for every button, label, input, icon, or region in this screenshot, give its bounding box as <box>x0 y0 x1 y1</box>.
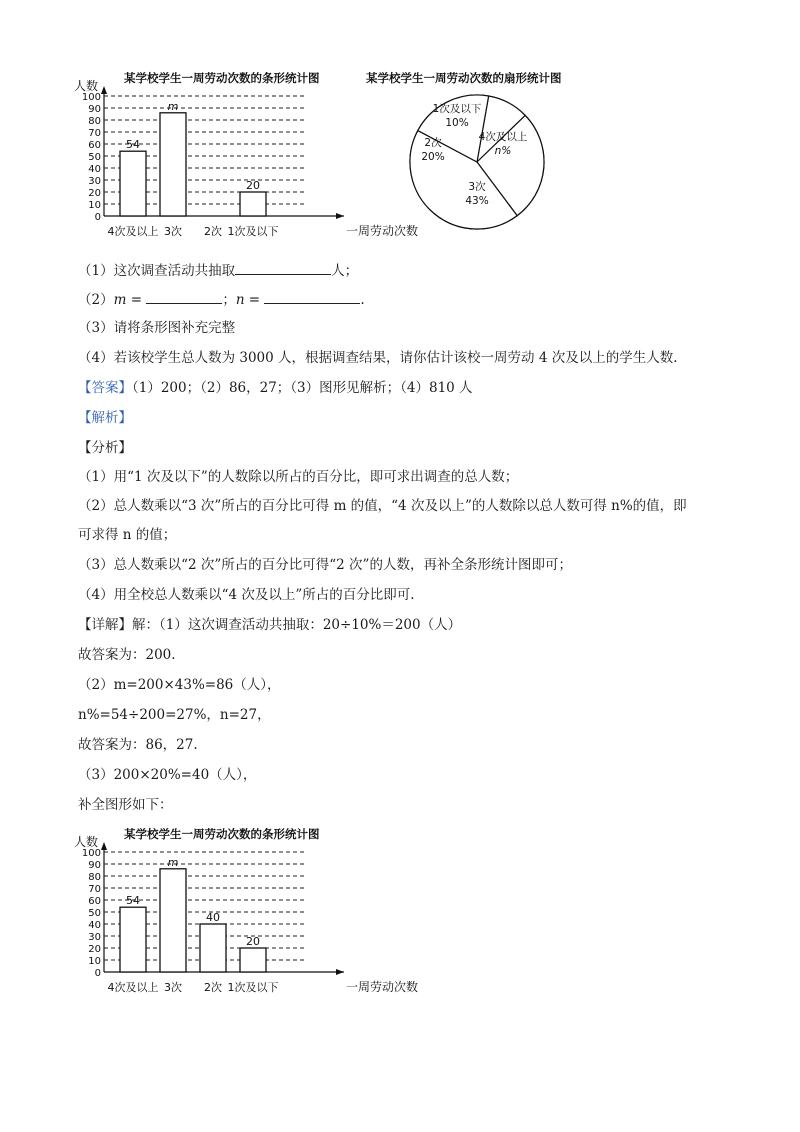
y-tick-label: 30 <box>88 932 101 943</box>
bar-chart-completed <box>72 826 419 1002</box>
slice-percent-label: 10% <box>445 117 469 129</box>
analysis-3: （3）总人数乘以“2 次”所占的百分比可得“2 次”的人数，再补全条形统计图即可； <box>78 557 572 573</box>
slice-name-label: 4次及以上 <box>478 131 528 143</box>
y-tick-label: 20 <box>88 944 101 955</box>
y-tick-label: 70 <box>88 884 101 895</box>
detail-4: n%=54÷200=27%，n=27， <box>78 707 271 723</box>
bar <box>120 907 146 972</box>
slice-name-label: 1次及以下 <box>432 103 482 115</box>
detail-6: （3）200×20%=40（人）， <box>78 767 257 783</box>
bar <box>200 924 226 972</box>
q1-text: （1）这次调查活动共抽取 <box>78 263 236 279</box>
q2-sep: ； <box>222 292 236 308</box>
y-tick-label: 30 <box>88 176 101 187</box>
q2-blank-n <box>264 289 360 304</box>
x-tick-label: 4次及以上 <box>107 225 159 238</box>
bar <box>120 151 146 216</box>
y-tick-label: 100 <box>81 92 101 103</box>
q2-n: n <box>235 292 245 308</box>
question-2 <box>78 289 365 310</box>
x-tick-label: 3次 <box>164 225 182 238</box>
q2-label: （2） <box>78 292 114 308</box>
y-axis-label: 人数 <box>74 79 99 93</box>
x-axis-label: 一周劳动次数 <box>346 224 419 238</box>
answer-tag: 【答案】 <box>78 380 132 396</box>
answer-line <box>78 378 473 398</box>
y-tick-label: 70 <box>88 128 101 139</box>
data-label: 20 <box>246 179 260 192</box>
y-tick-label: 40 <box>88 164 101 175</box>
chart-title: 某学校学生一周劳动次数的条形统计图 <box>124 827 320 841</box>
x-tick-label: 3次 <box>164 981 182 994</box>
y-tick-label: 10 <box>88 956 101 967</box>
question-3: （3）请将条形图补充完整 <box>78 320 236 336</box>
y-tick-label: 20 <box>88 188 101 199</box>
detail-5: 故答案为：86，27. <box>78 737 198 753</box>
x-tick-label: 1次及以下 <box>227 981 279 994</box>
x-tick-label: 4次及以上 <box>107 981 159 994</box>
answer-body: （1）200；（2）86，27；（3）图形见解析；（4）810 人 <box>132 380 473 396</box>
y-axis-arrow <box>101 842 107 850</box>
x-tick-label: 2次 <box>204 981 222 994</box>
q1-unit: 人； <box>331 263 359 279</box>
y-tick-label: 100 <box>81 848 101 859</box>
data-label: m <box>167 855 179 869</box>
analysis-1: （1）用“1 次及以下”的人数除以所占的百分比，即可求出调查的总人数； <box>78 469 519 485</box>
question-1 <box>78 260 358 281</box>
question-4: （4）若该校学生总人数为 3000 人，根据调查结果，请你估计该校一周劳动 4 次及以上的学生人数. <box>78 350 678 366</box>
bar <box>240 948 266 972</box>
q2-m: m <box>113 292 127 308</box>
y-axis-label: 人数 <box>74 835 99 849</box>
q2-end: . <box>360 292 365 308</box>
x-axis-arrow <box>336 969 344 975</box>
q1-blank <box>235 260 331 275</box>
y-tick-label: 90 <box>88 104 101 115</box>
chart-title: 某学校学生一周劳动次数的条形统计图 <box>124 71 320 85</box>
pie-chart <box>360 70 600 240</box>
bar <box>160 869 186 972</box>
y-tick-label: 10 <box>88 200 101 211</box>
analysis-heading: 【分析】 <box>78 440 132 456</box>
bar-chart-original <box>72 70 419 240</box>
analysis-4: （4）用全校总人数乘以“4 次及以上”所占的百分比即可. <box>78 587 415 603</box>
analysis-2b: 可求得 n 的值； <box>78 527 177 543</box>
detail-3: （2）m=200×43%=86（人）， <box>78 677 281 693</box>
detail-2: 故答案为：200. <box>78 647 176 663</box>
slice-percent-label: 43% <box>465 195 489 207</box>
data-label: 54 <box>126 138 140 152</box>
x-tick-label: 1次及以下 <box>227 225 279 238</box>
chart-title: 某学校学生一周劳动次数的扇形统计图 <box>366 71 562 85</box>
y-tick-label: 60 <box>88 896 101 907</box>
x-tick-label: 2次 <box>204 225 222 238</box>
y-axis-arrow <box>101 86 107 94</box>
bar <box>240 192 266 216</box>
q2-blank-m <box>146 289 222 304</box>
slice-name-label: 2次 <box>424 137 442 149</box>
data-label: 20 <box>246 935 260 948</box>
data-label: 40 <box>206 911 220 924</box>
y-tick-label: 0 <box>94 968 101 979</box>
slice-percent-label: n% <box>494 145 512 157</box>
y-tick-label: 80 <box>88 872 101 883</box>
q2-eq1: = <box>126 292 147 308</box>
y-tick-label: 60 <box>88 140 101 151</box>
x-axis-label: 一周劳动次数 <box>346 980 419 994</box>
y-tick-label: 90 <box>88 860 101 871</box>
q2-eq2: = <box>244 292 265 308</box>
data-label: 54 <box>126 894 140 908</box>
slice-percent-label: 20% <box>421 151 445 163</box>
y-tick-label: 0 <box>94 212 101 223</box>
y-tick-label: 40 <box>88 920 101 931</box>
bar <box>160 113 186 216</box>
y-tick-label: 50 <box>88 152 101 163</box>
detail-1: 【详解】解：（1）这次调查活动共抽取：20÷10%＝200（人） <box>78 617 462 633</box>
data-label: m <box>167 99 179 113</box>
analysis-2: （2）总人数乘以“3 次”所占的百分比可得 m 的值，“4 次及以上”的人数除以总人数可得 n%的值，即 <box>78 498 687 514</box>
y-tick-label: 80 <box>88 116 101 127</box>
x-axis-arrow <box>336 213 344 219</box>
detail-7: 补全图形如下： <box>78 797 173 813</box>
slice-name-label: 3次 <box>468 181 486 193</box>
y-tick-label: 50 <box>88 908 101 919</box>
analysis-tag: 【解析】 <box>78 410 132 426</box>
